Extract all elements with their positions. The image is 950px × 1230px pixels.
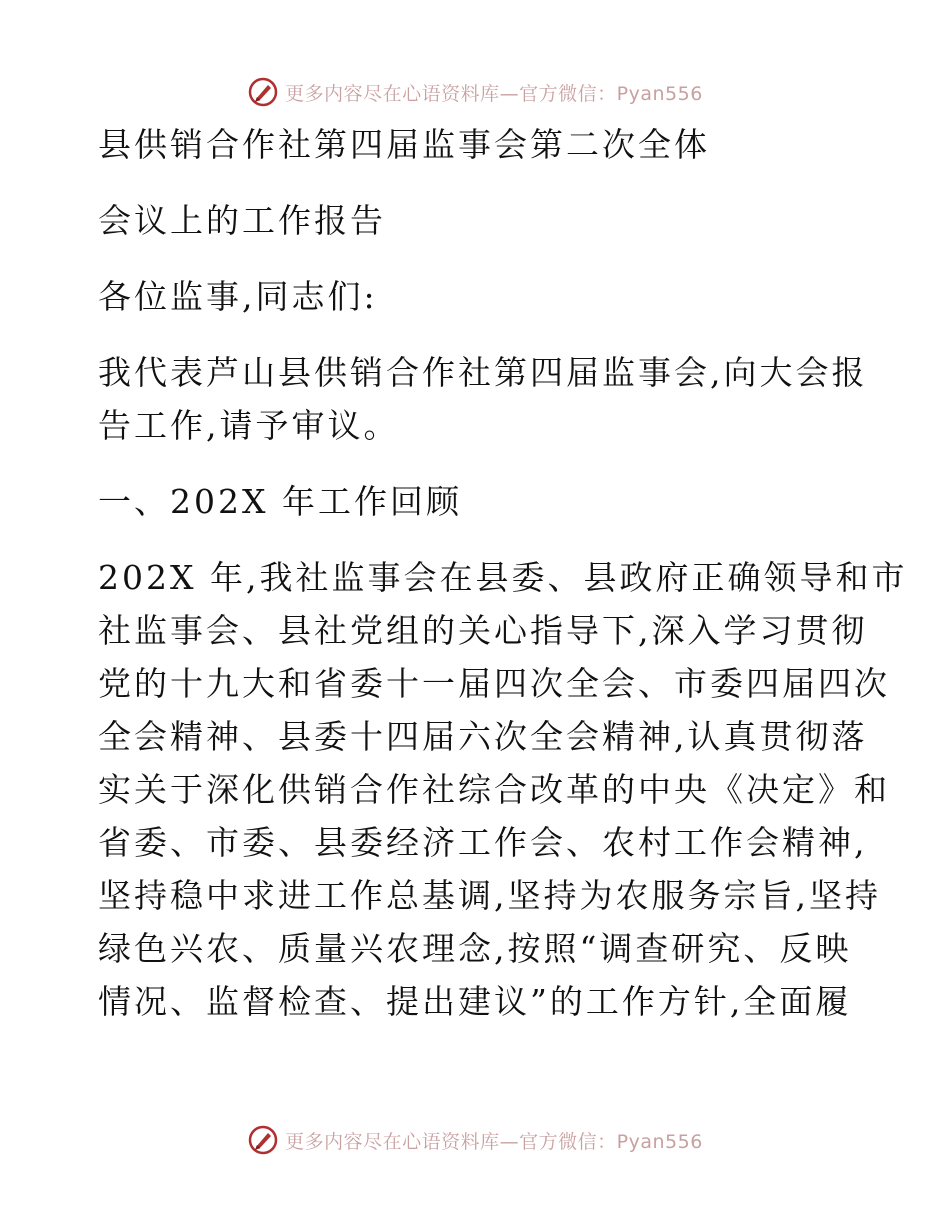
pen-seal-icon [247, 76, 279, 108]
body-paragraph-line: 坚持稳中求进工作总基调,坚持为农服务宗旨,坚持 [98, 876, 881, 915]
body-paragraph-line: 省委、市委、县委经济工作会、农村工作会精神, [98, 823, 868, 862]
body-paragraph-line: 党的十九大和省委十一届四次全会、市委四届四次 [98, 664, 890, 703]
intro-paragraph-line-2: 告工作,请予审议。 [98, 406, 400, 445]
watermark-text: 更多内容尽在心语资料库—官方微信：Pyan556 [285, 82, 703, 105]
salutation: 各位监事,同志们: [98, 277, 378, 316]
section-heading: 一、202X 年工作回顾 [98, 482, 462, 521]
body-paragraph-line: 情况、监督检查、提出建议”的工作方针,全面履 [98, 982, 852, 1021]
document-title-line-2: 会议上的工作报告 [98, 201, 386, 240]
body-paragraph-line: 绿色兴农、质量兴农理念,按照“调查研究、反映 [98, 929, 852, 968]
intro-paragraph-line-1: 我代表芦山县供销合作社第四届监事会,向大会报 [98, 353, 868, 392]
watermark-text: 更多内容尽在心语资料库—官方微信：Pyan556 [285, 1130, 703, 1153]
body-paragraph-line: 社监事会、县社党组的关心指导下,深入学习贯彻 [98, 611, 868, 650]
header-watermark [0, 72, 950, 112]
document-body [98, 118, 908, 1028]
body-paragraph-line: 实关于深化供销合作社综合改革的中央《决定》和 [98, 770, 890, 809]
footer-watermark [0, 1120, 950, 1160]
pen-seal-icon [247, 1124, 279, 1156]
document-title-line-1: 县供销合作社第四届监事会第二次全体 [98, 125, 710, 164]
body-paragraph-line: 202X 年,我社监事会在县委、县政府正确领导和市 [98, 558, 908, 597]
body-paragraph-line: 全会精神、县委十四届六次全会精神,认真贯彻落 [98, 717, 868, 756]
